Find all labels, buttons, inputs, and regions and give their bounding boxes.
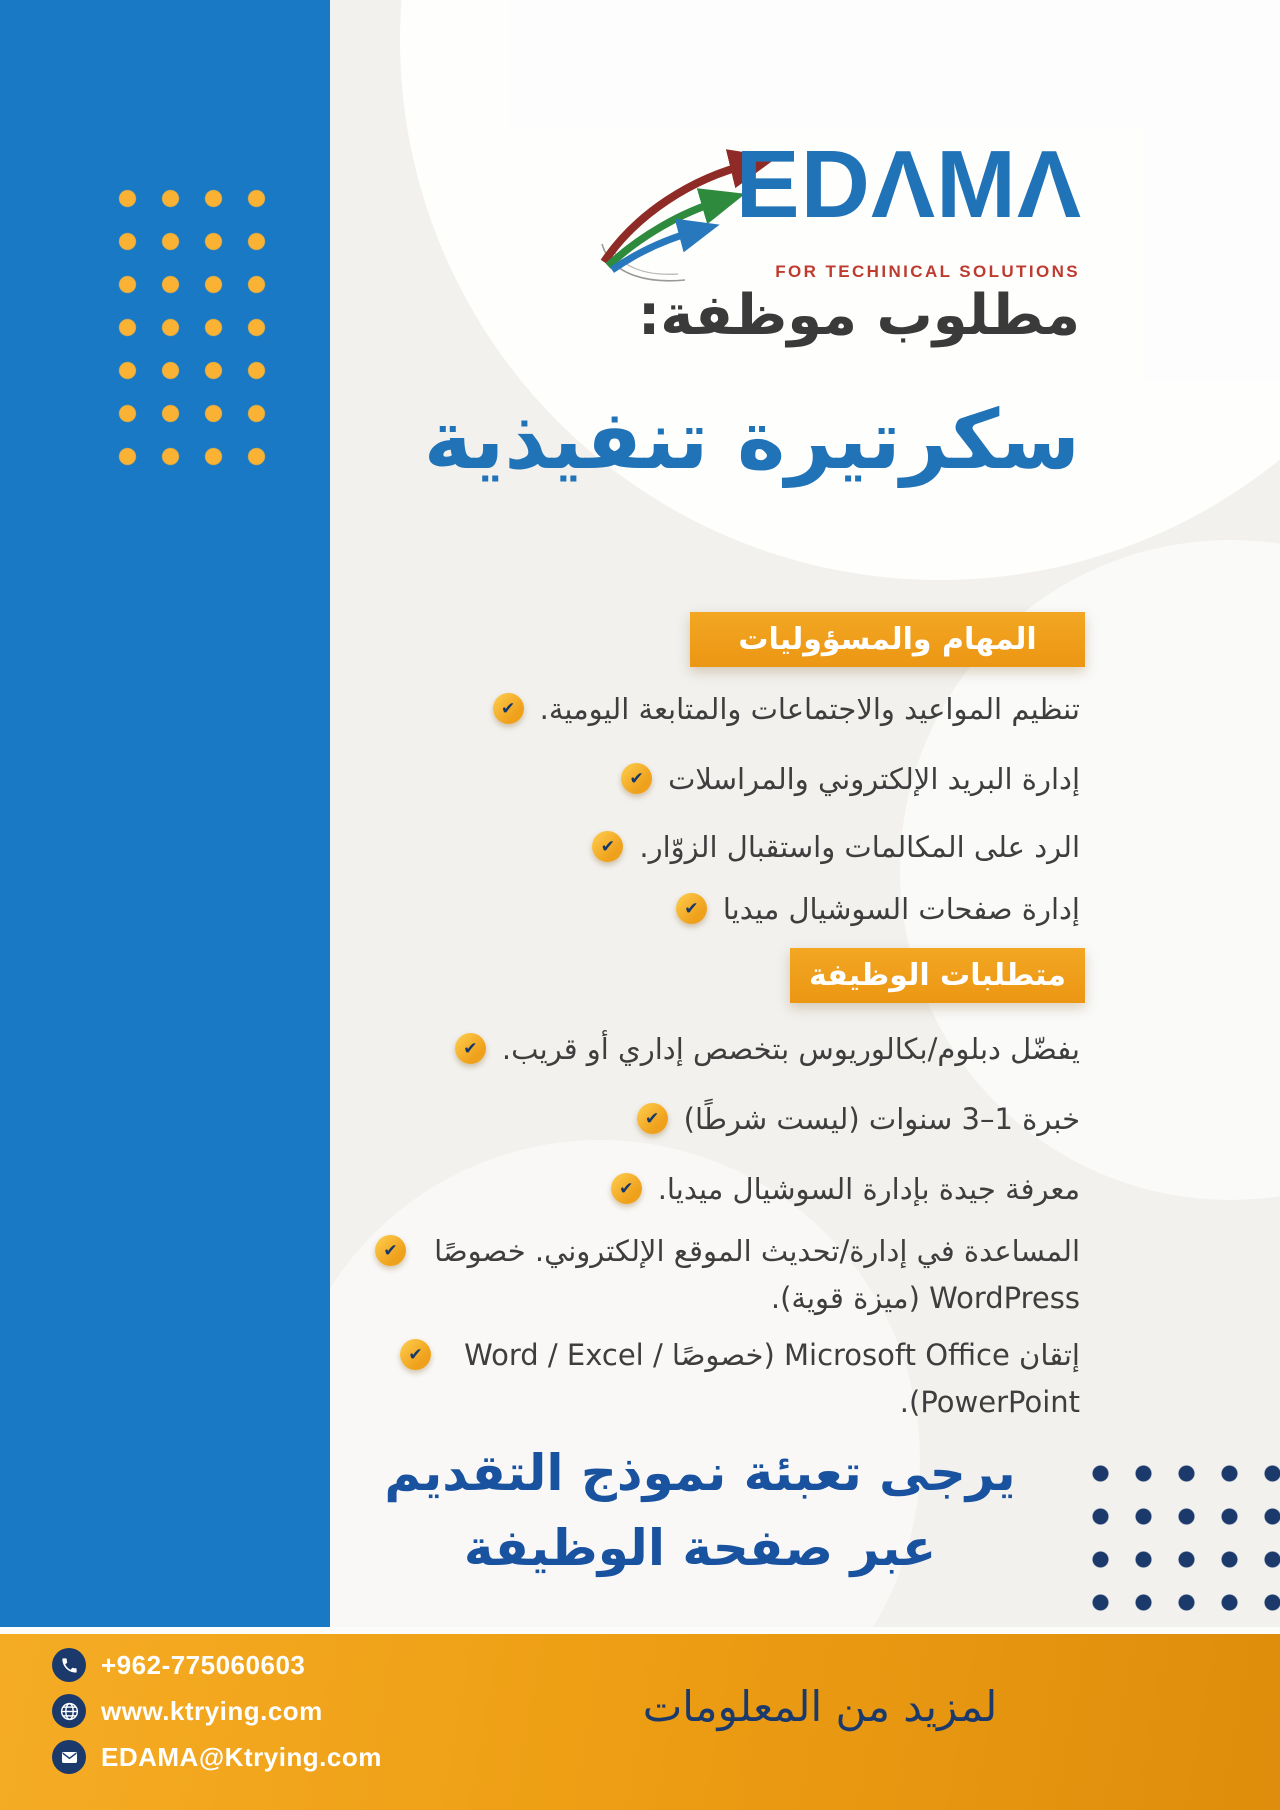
pretitle: مطلوب موظفة: [637, 283, 1080, 348]
logo-wordmark: EDΛMΛ [735, 131, 1082, 238]
contact-list [52, 1648, 382, 1774]
edama-logo [590, 131, 1082, 298]
task-text: الرد على المكالمات واستقبال الزوّار. [639, 830, 1080, 864]
cta-line-1: يرجى تعبئة نموذج التقديم [384, 1444, 1016, 1502]
yellow-dot-grid [106, 177, 278, 478]
section-banner-tasks: المهام والمسؤوليات [690, 612, 1085, 667]
check-icon: ✔ [637, 1103, 668, 1134]
task-item [380, 824, 1080, 871]
check-icon: ✔ [455, 1033, 486, 1064]
task-text: تنظيم المواعيد والاجتماعات والمتابعة اليومية. [539, 692, 1080, 726]
requirement-text: إتقان Microsoft Office (خصوصًا Word / Excel / PowerPoint). [464, 1338, 1080, 1419]
footer-divider [0, 1627, 1280, 1634]
check-icon: ✔ [375, 1235, 406, 1266]
task-item [380, 886, 1080, 933]
globe-icon [52, 1694, 86, 1728]
requirement-item [380, 1026, 1080, 1073]
requirement-text: يفضّل دبلوم/بكالوريوس بتخصص إداري أو قريب. [501, 1032, 1080, 1066]
section-banner-requirements: متطلبات الوظيفة [790, 948, 1085, 1003]
navy-dot-grid [1079, 1452, 1280, 1624]
phone-number: +962-775060603 [101, 1649, 306, 1680]
phone-icon [52, 1648, 86, 1682]
task-text: إدارة صفحات السوشيال ميديا [722, 892, 1080, 926]
requirement-item [375, 1228, 1080, 1322]
check-icon: ✔ [592, 831, 623, 862]
cta-text [350, 1436, 1050, 1586]
task-item [380, 686, 1080, 733]
more-info-text: لمزيد من المعلومات [642, 1682, 998, 1731]
email-icon [52, 1740, 86, 1774]
contact-row-email [52, 1740, 382, 1774]
job-title: سكرتيرة تنفيذية [423, 393, 1080, 488]
requirement-item [380, 1096, 1080, 1143]
check-icon: ✔ [493, 693, 524, 724]
check-icon: ✔ [621, 763, 652, 794]
requirement-text: المساعدة في إدارة/تحديث الموقع الإلكتروني. خصوصًا WordPress (ميزة قوية). [434, 1234, 1080, 1315]
contact-row-website [52, 1694, 382, 1728]
check-icon: ✔ [400, 1339, 431, 1370]
requirement-item [380, 1166, 1080, 1213]
logo-tagline: FOR TECHINICAL SOLUTIONS [775, 262, 1080, 281]
email-address: EDAMA@Ktrying.com [101, 1741, 382, 1772]
check-icon: ✔ [676, 893, 707, 924]
requirement-item [400, 1332, 1080, 1426]
footer-bar [0, 1634, 1280, 1810]
contact-row-phone [52, 1648, 382, 1682]
check-icon: ✔ [611, 1173, 642, 1204]
task-text: إدارة البريد الإلكتروني والمراسلات [668, 762, 1080, 796]
task-item [380, 756, 1080, 803]
website-url: www.ktrying.com [101, 1695, 323, 1726]
requirement-text: معرفة جيدة بإدارة السوشيال ميديا. [657, 1172, 1080, 1206]
cta-line-2: عبر صفحة الوظيفة [463, 1519, 937, 1577]
requirement-text: خبرة 1–3 سنوات (ليست شرطًا) [683, 1102, 1080, 1136]
